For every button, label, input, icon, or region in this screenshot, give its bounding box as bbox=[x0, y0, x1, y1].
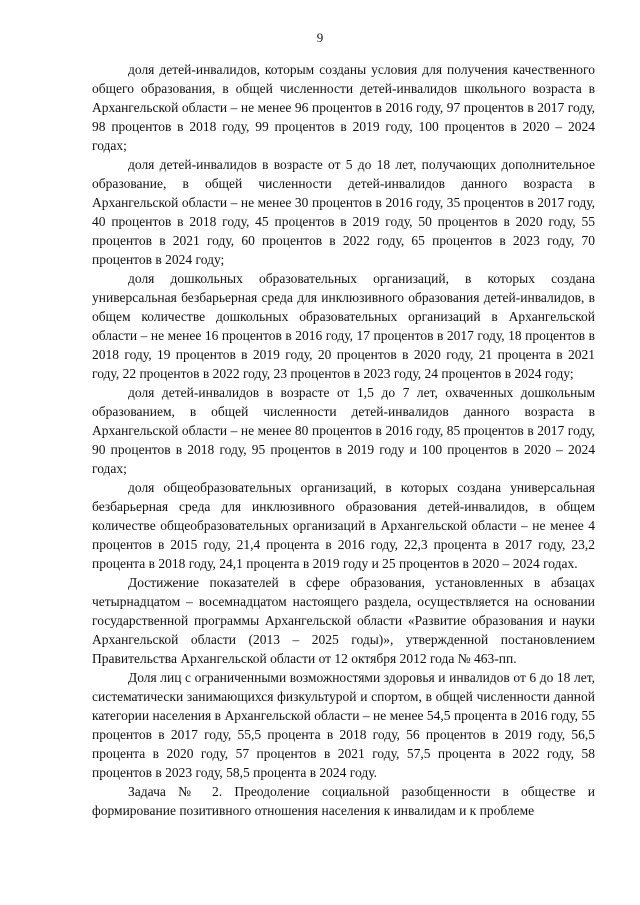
paragraph-additional-education: доля детей-инвалидов в возрасте от 5 до 18 лет, получающих дополнительное образование, в общей численности детей-инвалидов данного возраста в Архангельской области – не менее 30 процентов в 2016 году, 35 процентов в 2017 году, 40 процентов в 2018 году, 45 процентов в 2019 году, 50 процентов в 2020 году, 55 процентов в 2021 году, 60 процентов в 2022 году, 65 процентов в 2023 году, 70 процентов в 2024 году; bbox=[92, 157, 595, 267]
paragraph-preschool-organizations: доля дошкольных образовательных организаций, в которых создана универсальная безбарьерная среда для инклюзивного образования детей-инвалидов, в общем количестве дошкольных образовательных организаций в Архангельской области – не менее 16 процентов в 2016 году, 17 процентов в 2017 году, 18 процентов в 2018 году, 19 процентов в 2019 году, 20 процентов в 2020 году, 21 процента в 2021 году, 22 процентов в 2022 году, 23 процентов в 2023 году, 24 процентов в 2024 году; bbox=[92, 271, 595, 381]
document-body bbox=[92, 60, 595, 820]
page-number: 9 bbox=[316, 30, 324, 45]
paragraph-preschool-coverage: доля детей-инвалидов в возрасте от 1,5 до 7 лет, охваченных дошкольным образованием, в общей численности детей-инвалидов данного возраста в Архангельской области – не менее 80 процентов в 2016 году, 85 процентов в 2017 году, 90 процентов в 2018 году, 95 процентов в 2019 году и 100 процентов в 2020 – 2024 годах; bbox=[92, 385, 595, 476]
paragraph-general-organizations: доля общеобразовательных организаций, в которых создана универсальная безбарьерная среда для инклюзивного образования детей-инвалидов, в общем количестве общеобразовательных организаций в Архангельской области – не менее 4 процентов в 2015 году, 21,4 процента в 2016 году, 22,3 процента в 2017 году, 23,2 процента в 2018 году, 24,1 процента в 2019 году и 25 процентов в 2020 – 2024 годах. bbox=[92, 480, 595, 571]
paragraph-task-2: Задача № 2. Преодоление социальной разобщенности в обществе и формирование позитивного отношения населения к инвалидам и к проблеме bbox=[92, 784, 595, 818]
paragraph-sports-share: Доля лиц с ограниченными возможностями здоровья и инвалидов от 6 до 18 лет, систематически занимающихся физкультурой и спортом, в общей численности данной категории населения в Архангельской области – не менее 54,5 процента в 2016 году, 55 процентов в 2017 году, 55,5 процента в 2018 году, 56 процентов в 2019 году, 56,5 процента в 2020 году, 57 процентов в 2021 году, 57,5 процента в 2022 году, 58 процентов в 2023 году, 58,5 процента в 2024 году. bbox=[92, 670, 595, 780]
paragraph-education-general: доля детей-инвалидов, которым созданы условия для получения качественного общего образования, в общей численности детей-инвалидов школьного возраста в Архангельской области – не менее 96 процентов в 2016 году, 97 процентов в 2017 году, 98 процентов в 2018 году, 99 процентов в 2019 году, 100 процентов в 2020 – 2024 годах; bbox=[92, 62, 595, 153]
paragraph-indicators-achievement: Достижение показателей в сфере образования, установленных в абзацах четырнадцатом – восемнадцатом настоящего раздела, осуществляется на основании государственной программы Архангельской области «Развитие образования и науки Архангельской области (2013 – 2025 годы)», утвержденной постановлением Правительства Архангельской области от 12 октября 2012 года № 463-пп. bbox=[92, 575, 595, 666]
